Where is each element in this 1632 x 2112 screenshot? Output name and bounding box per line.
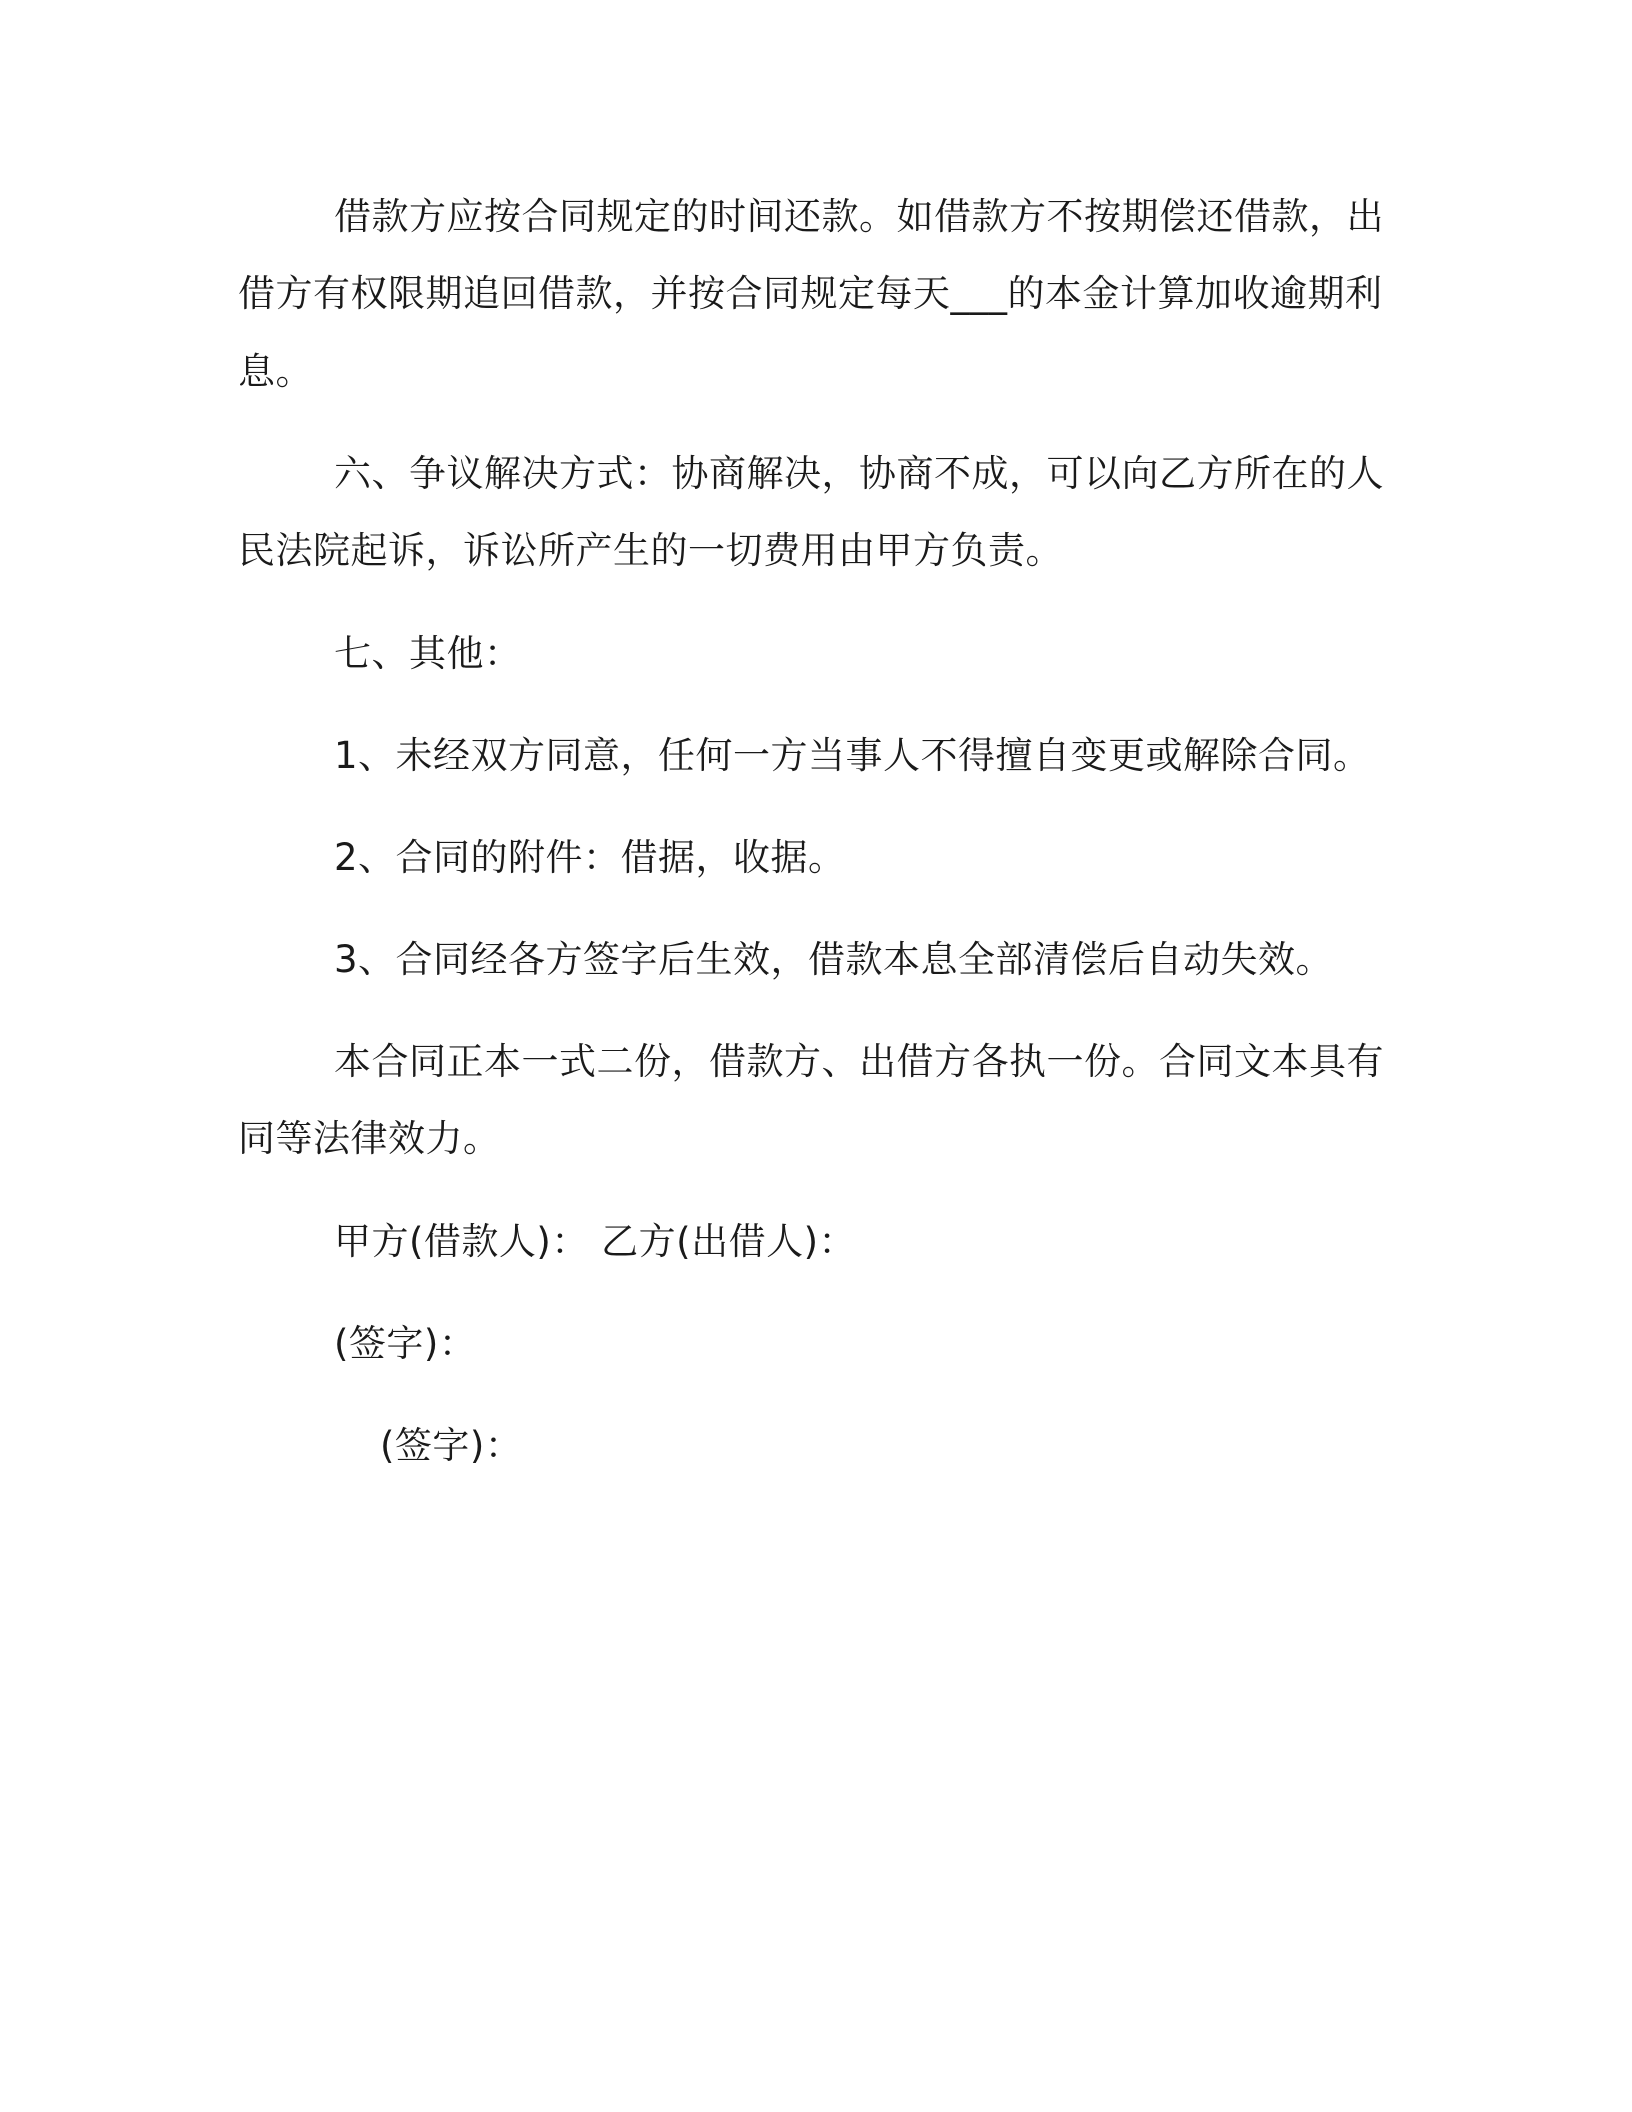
dispute-line-1: 六、争议解决方式：协商解决，协商不成，可以向乙方所在的人: [334, 452, 1384, 495]
other-heading: 七、其他：: [334, 632, 522, 675]
parties-line: 甲方(借款人)： 乙方(出借人)：: [334, 1220, 857, 1263]
dispute-line-2: 民法院起诉，诉讼所产生的一切费用由甲方负责。: [238, 529, 1063, 572]
other-item-2: 2、合同的附件：借据，收据。: [334, 836, 846, 879]
repayment-line-2: 借方有权限期追回借款，并按合同规定每天___的本金计算加收逾期利: [238, 272, 1383, 315]
copies-line-1: 本合同正本一式二份，借款方、出借方各执一份。合同文本具有: [334, 1040, 1384, 1083]
copies-line-2: 同等法律效力。: [238, 1117, 501, 1160]
signature-a: (签字)：: [334, 1322, 477, 1365]
signature-b: (签字)：: [380, 1424, 523, 1467]
repayment-line-1: 借款方应按合同规定的时间还款。如借款方不按期偿还借款，出: [334, 195, 1384, 238]
other-item-3: 3、合同经各方签字后生效，借款本息全部清偿后自动失效。: [334, 938, 1334, 981]
repayment-line-3: 息。: [238, 350, 313, 393]
other-item-1: 1、未经双方同意，任何一方当事人不得擅自变更或解除合同。: [334, 734, 1371, 777]
